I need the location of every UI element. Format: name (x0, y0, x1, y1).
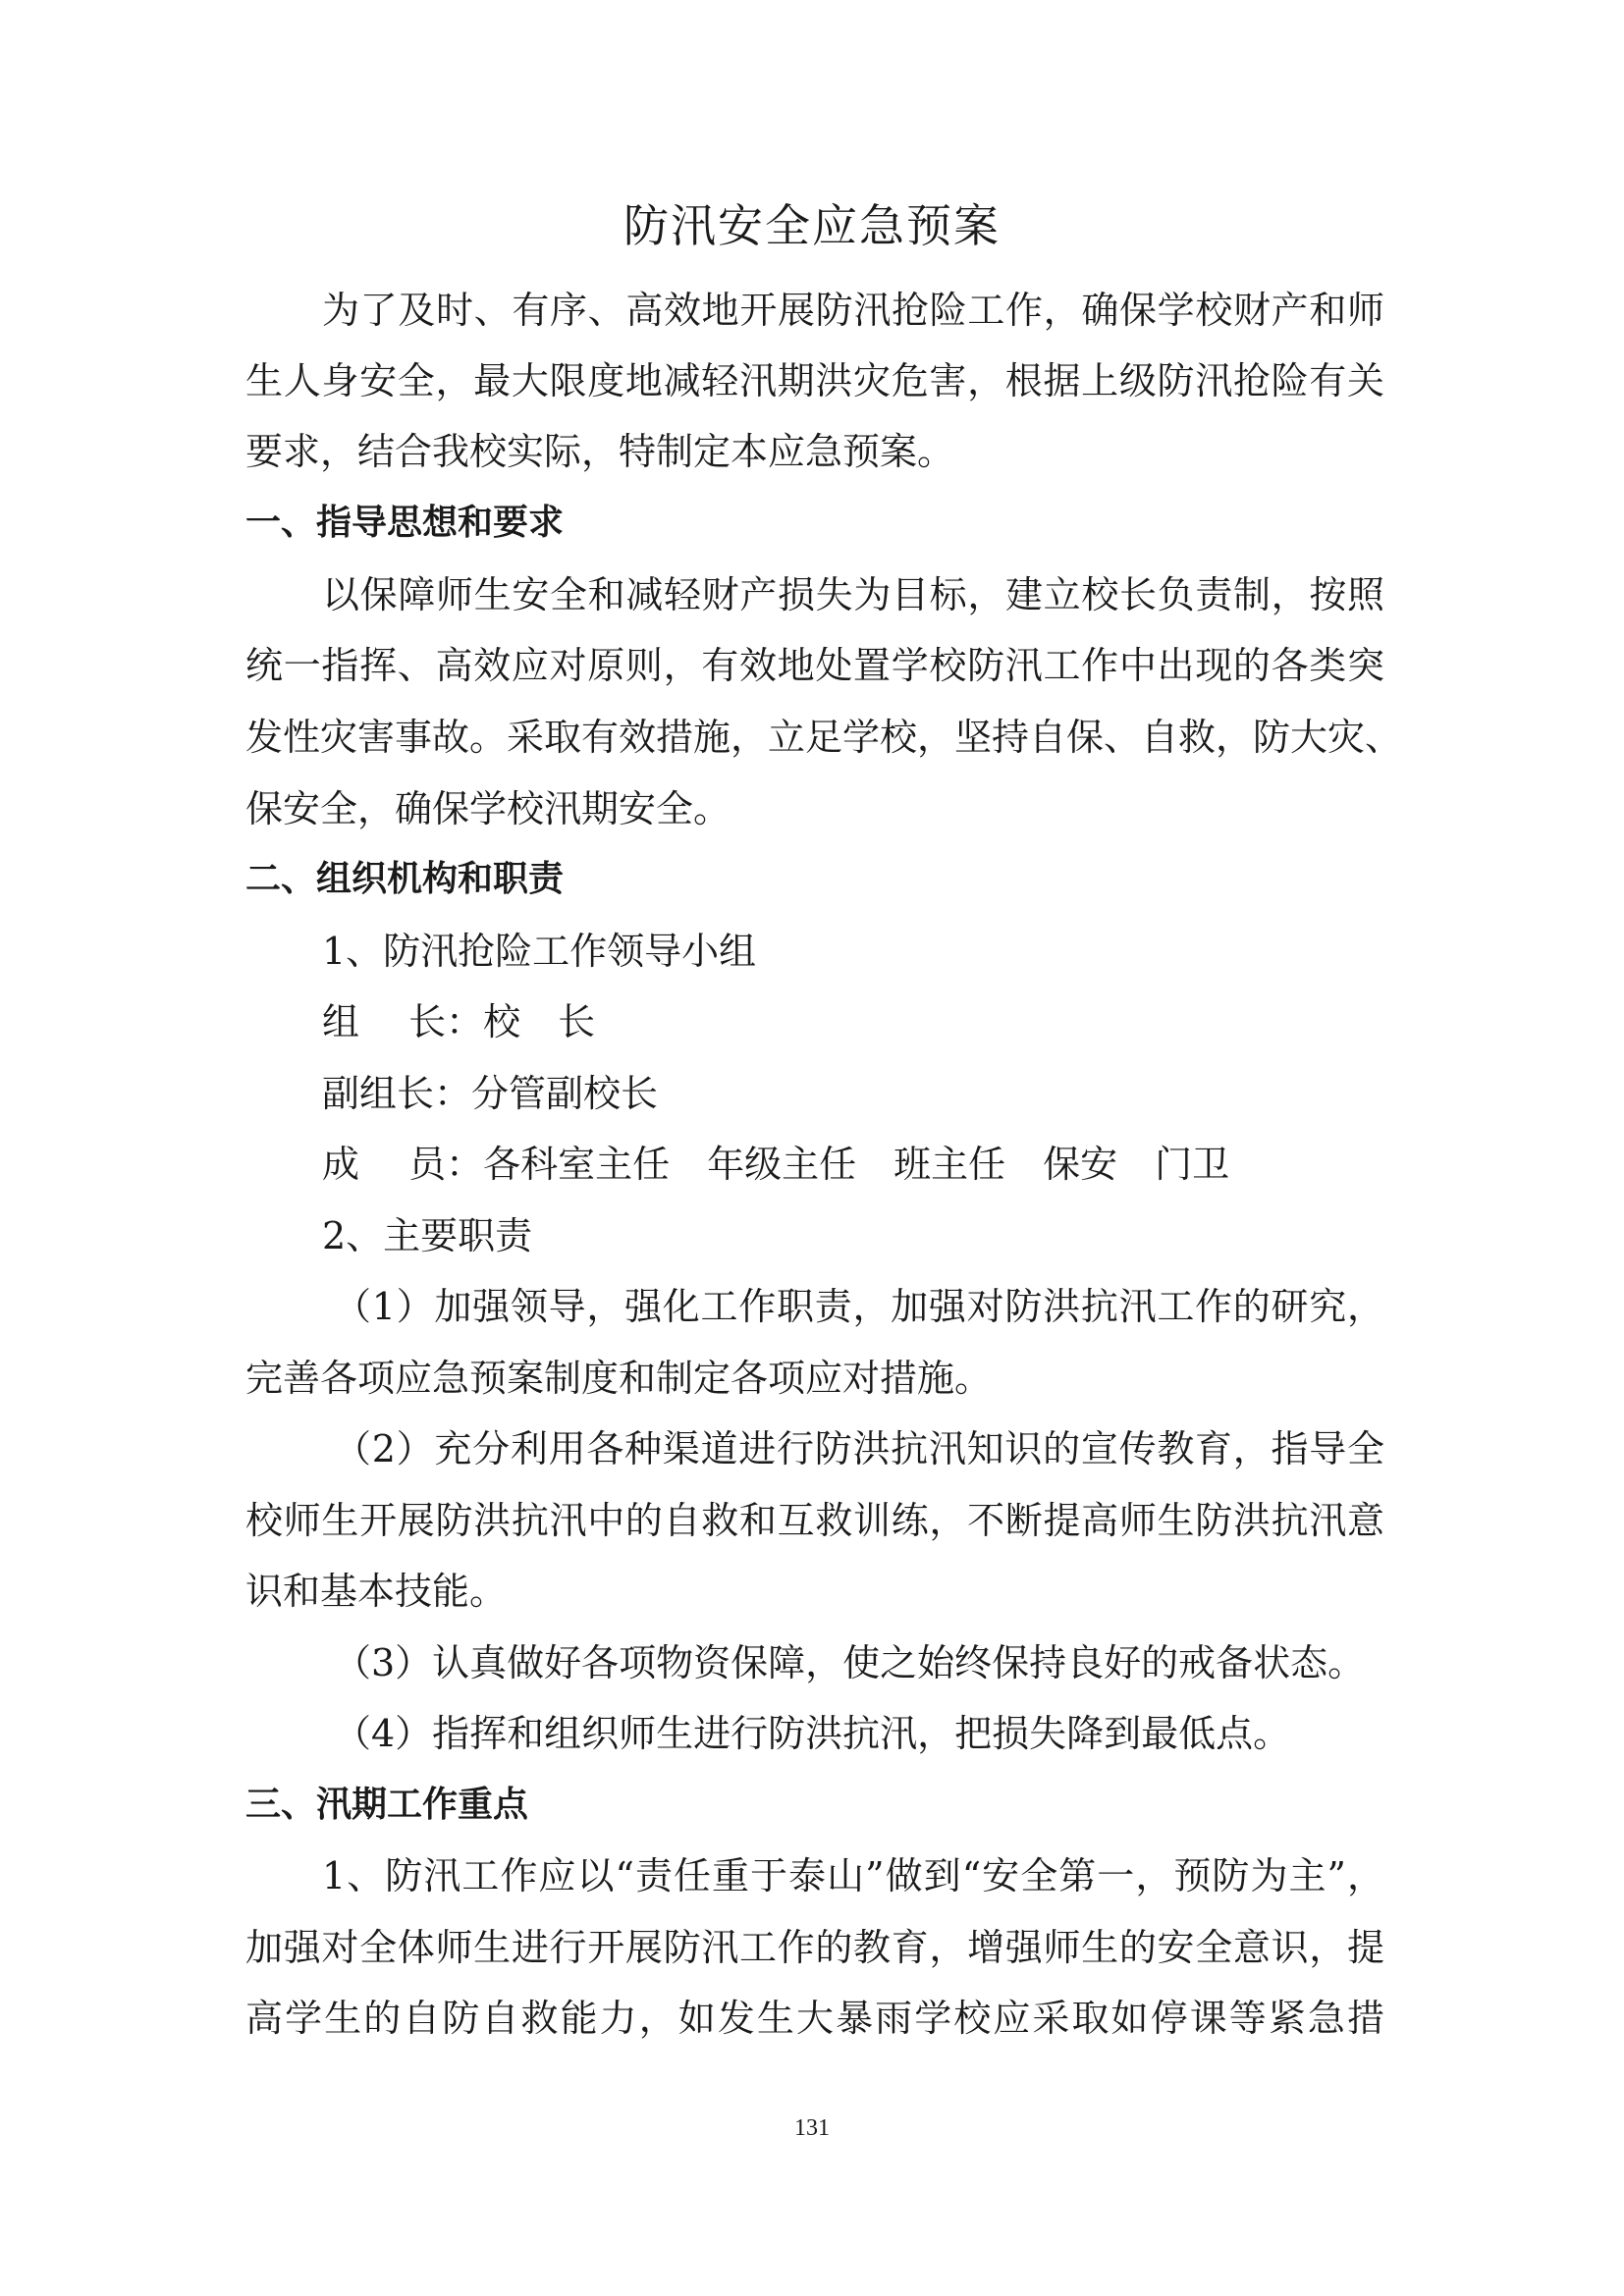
org-members: 成 员：各科室主任 年级主任 班主任 保安 门卫 (322, 1143, 1230, 1186)
guideline-line-1: 以保障师生安全和减轻财产损失为目标，建立校长负责制，按照 (322, 573, 1384, 616)
intro-line-3: 要求，结合我校实际，特制定本应急预案。 (245, 430, 955, 473)
duty-1-line-2: 完善各项应急预案制度和制定各项应对措施。 (245, 1357, 993, 1400)
subsection-title-1: 1、防汛抢险工作领导小组 (322, 930, 757, 973)
duty-3-line: （3）认真做好各项物资保障，使之始终保持良好的戒备状态。 (334, 1641, 1366, 1684)
org-leader: 组 长：校 长 (322, 1000, 596, 1043)
focus-line-1: 1、防汛工作应以“责任重于泰山”做到“安全第一，预防为主”， (322, 1854, 1384, 1897)
org-deputy-leader: 副组长：分管副校长 (322, 1072, 659, 1115)
duty-4-line: （4）指挥和组织师生进行防洪抗汛，把损失降到最低点。 (334, 1712, 1291, 1755)
duty-2-line-2: 校师生开展防洪抗汛中的自救和互救训练，不断提高师生防洪抗汛意 (245, 1499, 1384, 1542)
duty-2-line-1: （2）充分利用各种渠道进行防洪抗汛知识的宣传教育，指导全 (334, 1427, 1384, 1470)
section-heading-3: 三、汛期工作重点 (245, 1785, 529, 1825)
page-number: 131 (794, 2115, 830, 2141)
duty-2-line-3: 识和基本技能。 (245, 1570, 508, 1613)
document-title: 防汛安全应急预案 (623, 199, 1001, 252)
intro-line-1: 为了及时、有序、高效地开展防汛抢险工作，确保学校财产和师 (322, 289, 1384, 332)
focus-line-2: 加强对全体师生进行开展防汛工作的教育，增强师生的安全意识，提 (245, 1926, 1384, 1969)
guideline-line-3: 发性灾害事故。采取有效措施，立足学校，坚持自保、自救，防大灾、 (245, 716, 1403, 759)
intro-line-2: 生人身安全，最大限度地减轻汛期洪灾危害，根据上级防汛抢险有关 (245, 359, 1384, 402)
duty-1-line-1: （1）加强领导，强化工作职责，加强对防洪抗汛工作的研究， (334, 1285, 1384, 1328)
guideline-line-4: 保安全，确保学校汛期安全。 (245, 787, 731, 830)
section-heading-2: 二、组织机构和职责 (245, 859, 565, 899)
focus-line-3: 高学生的自防自救能力，如发生大暴雨学校应采取如停课等紧急措 (245, 1997, 1384, 2040)
section-heading-1: 一、指导思想和要求 (245, 503, 565, 543)
guideline-line-2: 统一指挥、高效应对原则，有效地处置学校防汛工作中出现的各类突 (245, 644, 1384, 687)
subsection-title-2: 2、主要职责 (322, 1214, 533, 1257)
